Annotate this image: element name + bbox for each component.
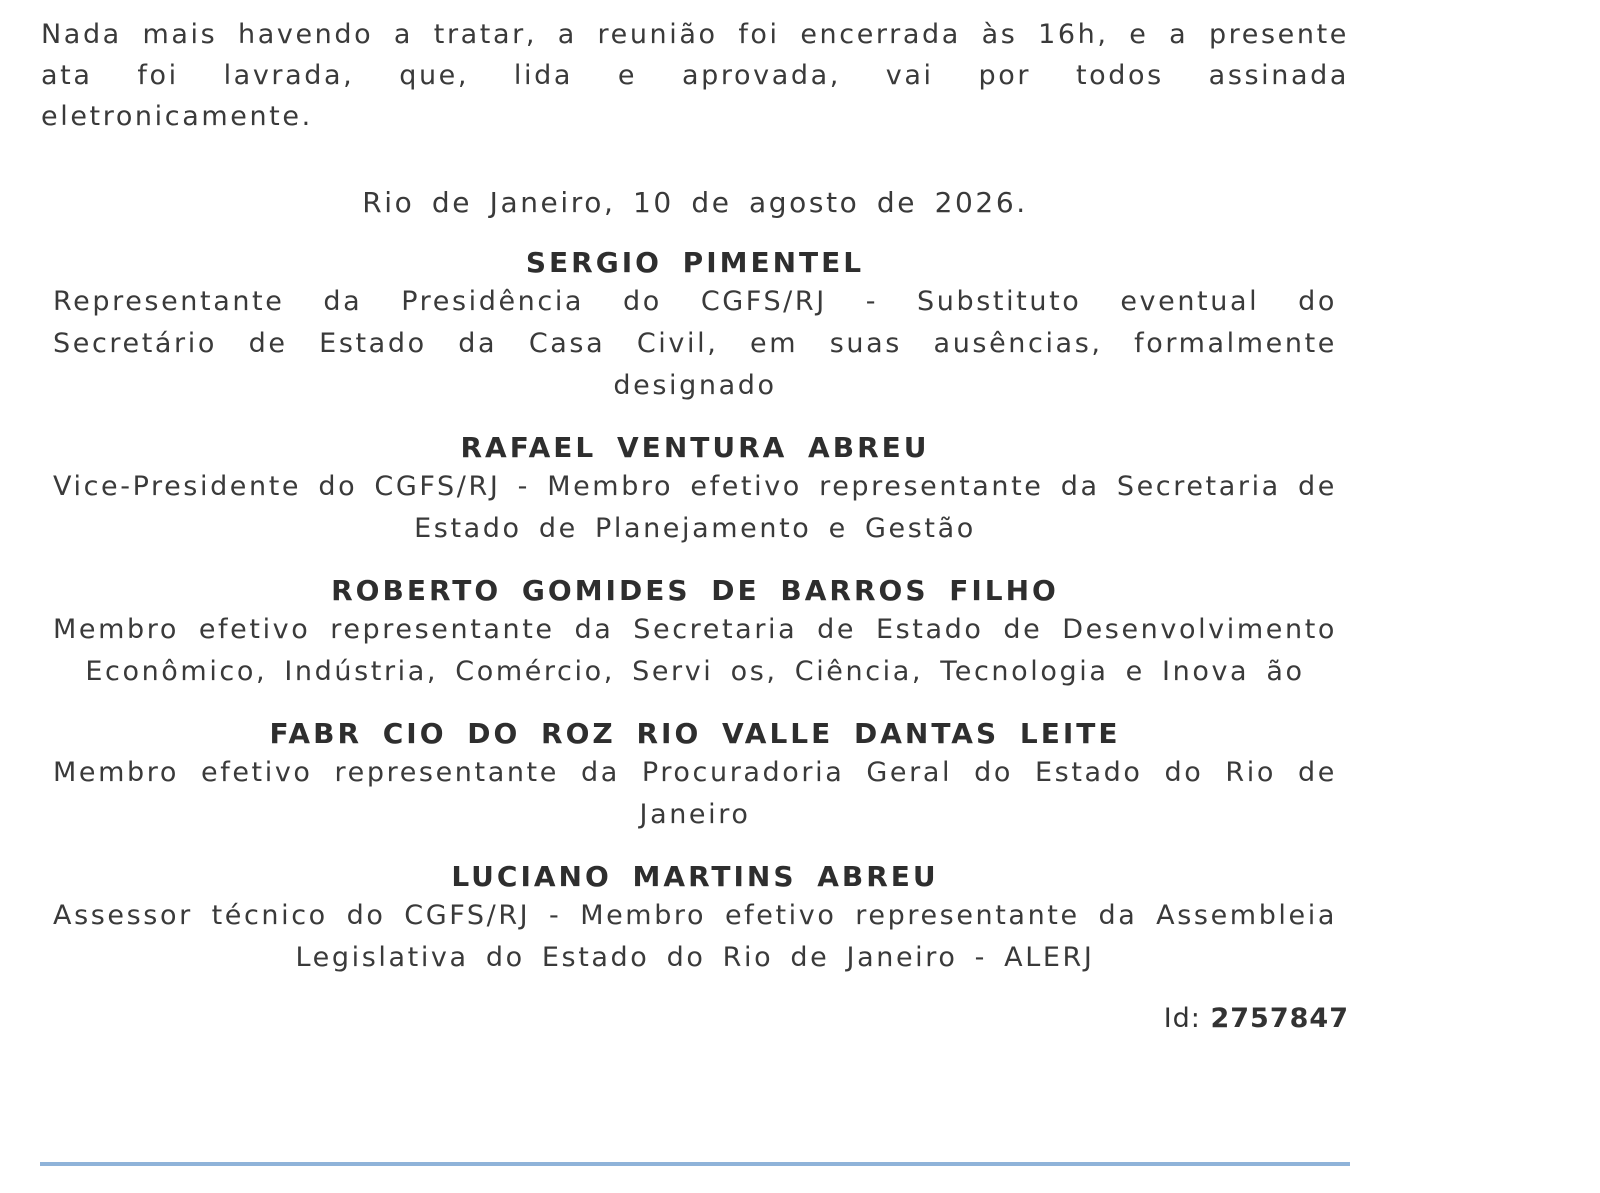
signatory-name: SERGIO PIMENTEL: [525, 246, 865, 279]
signatory-block: [41, 716, 1349, 836]
signatory-role: Assessor técnico do CGFS/RJ - Membro efetivo representante da Assembleia Legislativa do Estado do Rio de Janeiro - ALERJ: [53, 900, 1337, 973]
signatory-role: Vice-Presidente do CGFS/RJ - Membro efetivo representante da Secretaria de Estado de Planejamento e Gestão: [53, 471, 1337, 544]
signatory-block: [41, 430, 1349, 550]
document-id-label: Id:: [1163, 1003, 1201, 1034]
closing-paragraph: Nada mais havendo a tratar, a reunião foi encerrada às 16h, e a presente ata foi lavrada, que, lida e aprovada, vai por todos assinada eletronicamente.: [41, 19, 1349, 132]
signatory-role: Membro efetivo representante da Procuradoria Geral do Estado do Rio de Janeiro: [53, 757, 1337, 830]
signatory-block: [41, 245, 1349, 407]
signatory-block: [41, 859, 1349, 979]
signatory-name: RAFAEL VENTURA ABREU: [460, 431, 930, 464]
signatory-name: LUCIANO MARTINS ABREU: [451, 860, 939, 893]
signatory-block: [41, 573, 1349, 693]
footer-divider: [40, 1162, 1350, 1166]
document-id-value: 2757847: [1210, 1003, 1349, 1034]
signatory-role: Membro efetivo representante da Secretaria de Estado de Desenvolvimento Econômico, Indústria, Comércio, Servi os, Ciência, Tecnologia e Inova ão: [53, 614, 1337, 687]
document-id: [41, 1002, 1349, 1036]
signatory-role: Representante da Presidência do CGFS/RJ - Substituto eventual do Secretário de Estado da Casa Civil, em suas ausências, formalmente designado: [53, 286, 1337, 401]
place-and-date: Rio de Janeiro, 10 de agosto de 2026.: [362, 186, 1028, 219]
document-page: [41, 14, 1349, 1036]
signatories-list: [41, 245, 1349, 979]
signatory-name: ROBERTO GOMIDES DE BARROS FILHO: [331, 574, 1059, 607]
signatory-name: FABR CIO DO ROZ RIO VALLE DANTAS LEITE: [269, 717, 1121, 750]
